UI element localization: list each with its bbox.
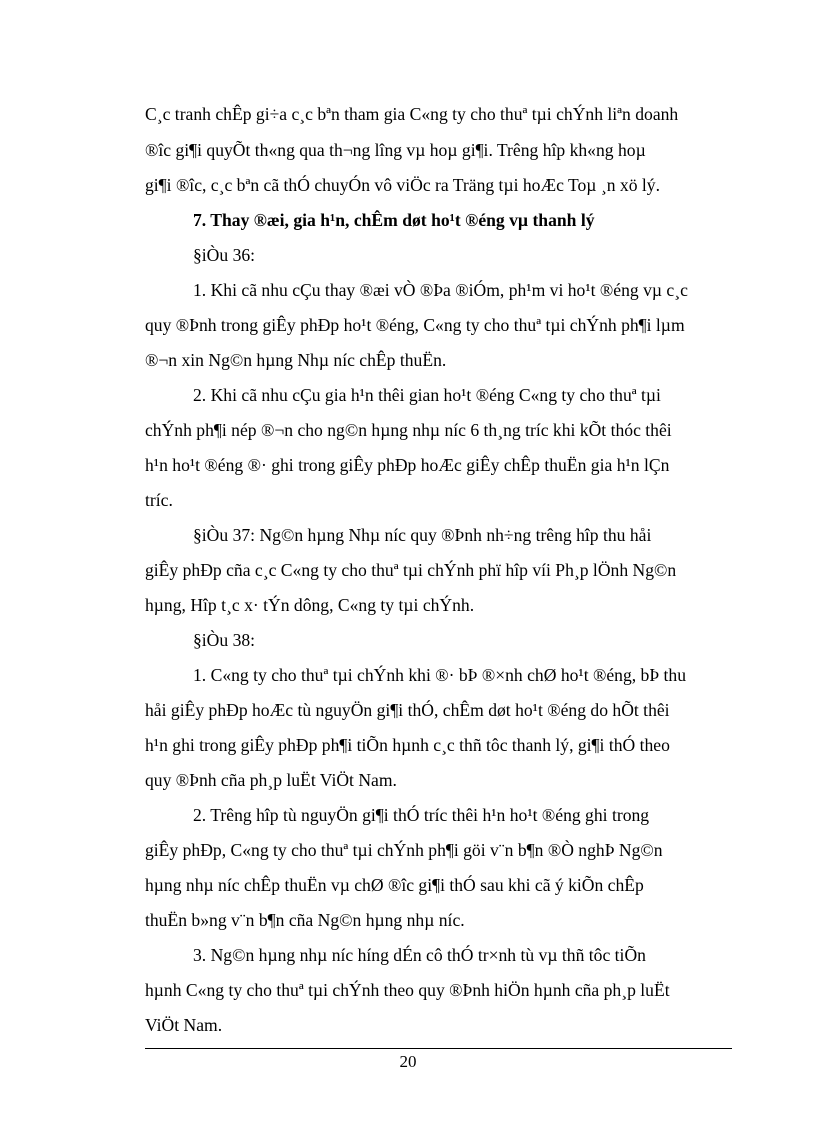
text-line: ®¬n xin Ng©n hµng Nhµ níc chÊp thuËn. xyxy=(145,350,447,370)
text-line: 2. Trêng hîp tù nguyÖn gi¶i thÓ tríc thêi h¹n ho¹t ®éng ghi trong xyxy=(193,805,650,825)
section-heading: 7. Thay ®æi, gia h¹n, chÊm døt ho¹t ®éng vµ thanh lý xyxy=(193,210,595,230)
text-line: C¸c tranh chÊp gi÷a c¸c bªn tham gia C«ng ty cho thuª tµi chÝnh liªn doanh xyxy=(145,104,679,124)
text-line: quy ®Þnh cña ph¸p luËt ViÖt Nam. xyxy=(145,770,397,790)
text-line: hµng, Hîp t¸c x· tÝn dông, C«ng ty tµi chÝnh. xyxy=(145,595,475,615)
text-line: quy ®Þnh trong giÊy phÐp ho¹t ®éng, C«ng ty cho thuª tµi chÝnh ph¶i lµm xyxy=(145,315,685,335)
text-line: ViÖt Nam. xyxy=(145,1015,223,1035)
page-number: 20 xyxy=(399,1052,417,1071)
text-line: hµng nhµ níc chÊp thuËn vµ chØ ®îc gi¶i thÓ sau khi cã ý kiÕn chÊp xyxy=(145,875,644,895)
text-line: giÊy phÐp cña c¸c C«ng ty cho thuª tµi chÝnh phï hîp víi Ph¸p lÖnh Ng©n xyxy=(145,560,677,580)
article-heading: §iÒu 38: xyxy=(193,630,256,650)
text-line: thuËn b»ng v¨n b¶n cña Ng©n hµng nhµ níc. xyxy=(145,910,465,930)
text-line: 1. C«ng ty cho thuª tµi chÝnh khi ®· bÞ ®×nh chØ ho¹t ®éng, bÞ thu xyxy=(193,665,687,685)
text-line: 3. Ng©n hµng nhµ níc híng dÉn cô thÓ tr×nh tù vµ thñ tôc tiÕn xyxy=(193,945,646,965)
text-line: 2. Khi cã nhu cÇu gia h¹n thêi gian ho¹t ®éng C«ng ty cho thuª tµi xyxy=(193,385,661,405)
footer-divider xyxy=(145,1048,732,1049)
text-line: håi giÊy phÐp hoÆc tù nguyÖn gi¶i thÓ, chÊm døt ho¹t ®éng do hÕt thêi xyxy=(145,700,670,720)
text-line: hµnh C«ng ty cho thuª tµi chÝnh theo quy ®Þnh hiÖn hµnh cña ph¸p luËt xyxy=(145,980,670,1000)
article-heading: §iÒu 36: xyxy=(193,245,256,265)
text-line: tríc. xyxy=(145,490,173,510)
text-line: 1. Khi cã nhu cÇu thay ®æi vÒ ®Þa ®iÓm, ph¹m vi ho¹t ®éng vµ c¸c xyxy=(193,280,688,300)
text-line: giÊy phÐp, C«ng ty cho thuª tµi chÝnh ph¶i göi v¨n b¶n ®Ò nghÞ Ng©n xyxy=(145,840,663,860)
text-line: gi¶i ®îc, c¸c bªn cã thÓ chuyÓn vô viÖc ra Träng tµi hoÆc Toµ ¸n xö lý. xyxy=(145,175,660,195)
text-line: §iÒu 37: Ng©n hµng Nhµ níc quy ®Þnh nh÷ng trêng hîp thu håi xyxy=(193,525,652,545)
text-line: h¹n ghi trong giÊy phÐp ph¶i tiÕn hµnh c¸c thñ tôc thanh lý, gi¶i thÓ theo xyxy=(145,735,670,755)
text-line: ®îc gi¶i quyÕt th«ng qua th¬ng lîng vµ hoµ gi¶i. Trêng hîp kh«ng hoµ xyxy=(145,140,646,160)
text-line: h¹n ho¹t ®éng ®· ghi trong giÊy phÐp hoÆc giÊy chÊp thuËn gia h¹n lÇn xyxy=(145,455,670,475)
text-line: chÝnh ph¶i nép ®¬n cho ng©n hµng nhµ níc 6 th¸ng tríc khi kÕt thóc thêi xyxy=(145,420,672,440)
